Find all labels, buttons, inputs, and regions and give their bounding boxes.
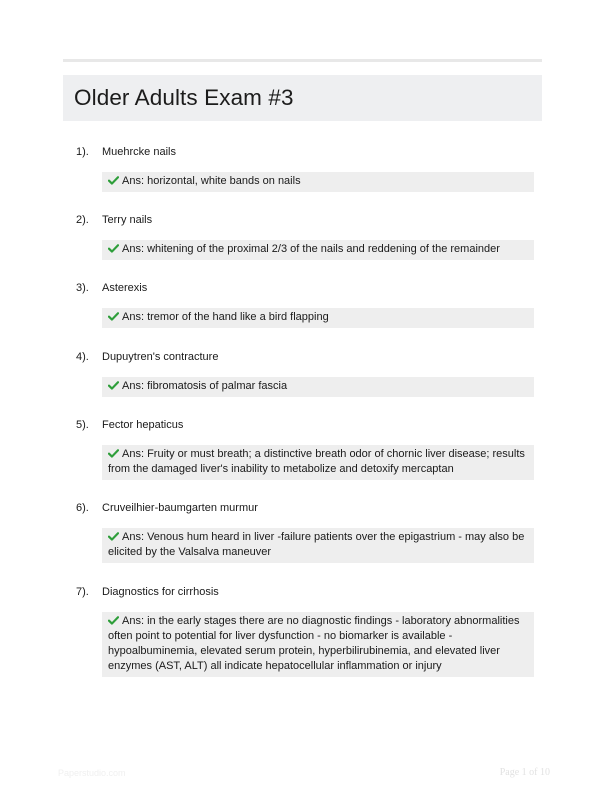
check-icon — [108, 381, 119, 390]
question-item — [76, 145, 542, 192]
question-header — [76, 501, 542, 515]
question-item — [76, 350, 542, 397]
page-indicator: Page 1 of 10 — [499, 767, 550, 778]
question-number: 6). — [76, 502, 89, 514]
question-number: 5). — [76, 419, 89, 431]
check-icon — [108, 176, 119, 185]
question-text: Cruveilhier-baumgarten murmur — [102, 502, 258, 514]
check-icon — [108, 449, 119, 458]
check-icon — [108, 312, 119, 321]
answer-text: Fruity or must breath; a distinctive breath odor of chornic liver disease; results from the damaged liver's inability to metabolize and detoxify mercaptan — [108, 448, 525, 475]
answer-box — [102, 308, 534, 328]
answer-text: Venous hum heard in liver -failure patients over the epigastrium - may also be elicited by the Valsalva maneuver — [108, 531, 525, 558]
question-header — [76, 585, 542, 599]
answer-prefix: Ans: — [122, 615, 145, 627]
question-item — [76, 585, 542, 677]
question-header — [76, 418, 542, 432]
question-item — [76, 418, 542, 480]
answer-box — [102, 528, 534, 563]
title-banner — [63, 75, 542, 121]
question-header — [76, 145, 542, 159]
question-number: 1). — [76, 146, 89, 158]
answer-box — [102, 377, 534, 397]
check-icon — [108, 616, 119, 625]
answer-prefix: Ans: — [122, 531, 145, 543]
answer-prefix: Ans: — [122, 243, 145, 255]
answer-prefix: Ans: — [122, 311, 145, 323]
top-divider — [63, 59, 542, 62]
question-text: Fector hepaticus — [102, 419, 184, 431]
footer-watermark: Paperstudio.com — [58, 768, 126, 778]
page-title: Older Adults Exam #3 — [74, 85, 294, 110]
answer-box — [102, 612, 534, 677]
question-text: Asterexis — [102, 282, 148, 294]
answer-prefix: Ans: — [122, 175, 145, 187]
question-text: Dupuytren's contracture — [102, 351, 219, 363]
answer-text: in the early stages there are no diagnostic findings - laboratory abnormalities often point to potential for liver dysfunction - no biomarker is available - hypoalbuminemia, elevated serum protein, hyperbilirubinemia, and elevated liver enzymes (AST, ALT) all indicate hepatocellular inflammation or injury — [108, 615, 520, 672]
check-icon — [108, 532, 119, 541]
answer-box — [102, 445, 534, 480]
question-item — [76, 213, 542, 260]
answer-text: tremor of the hand like a bird flapping — [147, 311, 329, 323]
answer-prefix: Ans: — [122, 448, 145, 460]
question-header — [76, 213, 542, 227]
check-icon — [108, 244, 119, 253]
question-item — [76, 501, 542, 563]
answer-text: whitening of the proximal 2/3 of the nails and reddening of the remainder — [147, 243, 500, 255]
question-header — [76, 350, 542, 364]
answer-prefix: Ans: — [122, 380, 145, 392]
question-item — [76, 281, 542, 328]
question-number: 7). — [76, 586, 89, 598]
question-number: 3). — [76, 282, 89, 294]
question-text: Diagnostics for cirrhosis — [102, 586, 219, 598]
answer-text: horizontal, white bands on nails — [147, 175, 301, 187]
question-number: 2). — [76, 214, 89, 226]
question-text: Muehrcke nails — [102, 146, 176, 158]
question-header — [76, 281, 542, 295]
answer-box — [102, 172, 534, 192]
answer-text: fibromatosis of palmar fascia — [147, 380, 288, 392]
question-number: 4). — [76, 351, 89, 363]
question-text: Terry nails — [102, 214, 153, 226]
answer-box — [102, 240, 534, 260]
